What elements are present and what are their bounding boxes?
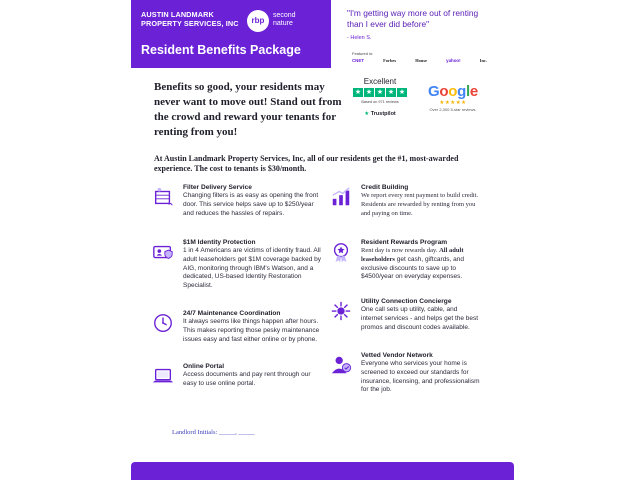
benefit-description: 1 in 4 Americans are victims of identity fraud. All adult leaseholders get $1M coverage backed by AIG, monitoring through IBM's Watson, and a dedicated, US-based Identity Restoration Specialist. (183, 247, 322, 290)
benefit-online-portal (152, 363, 324, 389)
press-logo-yahoo: yahoo! (446, 58, 461, 63)
benefit-title: Credit Building (361, 184, 409, 191)
trustpilot-wordmark: Trustpilot (370, 111, 396, 117)
experience-text: At Austin Landmark Property Services, Inc, all of our residents get the #1, most-awarded experience. The cost to tenants is $30/month. (154, 154, 459, 173)
benefit-filter-delivery (152, 184, 324, 218)
reward-badge-icon (330, 241, 352, 263)
star-icon: ★ (376, 89, 384, 96)
laptop-icon (152, 365, 174, 387)
company-name: AUSTIN LANDMARK PROPERTY SERVICES, INC (141, 10, 239, 28)
trustpilot-star-icon: ★ (364, 111, 370, 117)
rbp-logo: rbp (247, 10, 269, 32)
benefit-title: Utility Connection Concierge (361, 298, 452, 305)
filter-box-icon (152, 186, 174, 208)
testimonial-author: - Helen S. (347, 35, 372, 41)
testimonial-quote: "I'm getting way more out of renting than I ever did before" (347, 8, 479, 29)
benefit-utility-concierge (330, 298, 480, 332)
trustpilot-review-count: Based on 971 reviews (361, 100, 399, 104)
trustpilot-stars (350, 88, 410, 97)
press-logo-cnet: CNET (352, 58, 364, 63)
trustpilot-rating: Excellent (363, 77, 397, 86)
benefit-title: Resident Rewards Program (361, 239, 448, 246)
press-logos (352, 58, 487, 63)
benefit-description-part: get cash, giftcards, and exclusive discounts to save up to $4500/year on everyday expenses. (361, 255, 464, 281)
star-icon: ★ (398, 89, 406, 96)
benefit-description-emphasis: All adult leaseholders (361, 247, 464, 263)
star-icon: ★ (387, 89, 395, 96)
benefit-description: It always seems like things happen after hours. This makes reporting those pesky maintenance issues easy and fast either online or by phone. (183, 318, 320, 343)
clock-icon (152, 312, 174, 334)
benefit-rewards (330, 239, 480, 282)
benefit-title: Online Portal (183, 363, 225, 370)
google-logo: Google (428, 83, 478, 100)
header-banner (131, 0, 331, 68)
benefit-description: Access documents and pay rent through our easy to use online portal. (183, 371, 311, 387)
benefit-description: Everyone who services your home is screened to exceed our standards for insurance, licensing, and professionalism for the job. (361, 360, 480, 394)
bar-chart-icon (330, 186, 352, 208)
press-logo-house: House (415, 58, 427, 63)
press-logo-forbes: Forbes (383, 58, 397, 63)
vetted-person-icon (330, 354, 352, 376)
benefit-title: $1M Identity Protection (183, 239, 256, 246)
package-title: Resident Benefits Package (141, 43, 301, 57)
benefit-description: Changing filters is as easy as opening the front door. This service helps save up to $250/year and reduces the hassles of repairs. (183, 192, 319, 217)
google-badge (422, 84, 484, 112)
google-review-count: Over 2,300 5-star reviews. (429, 107, 477, 112)
id-card-shield-icon (152, 241, 174, 263)
intro-text: Benefits so good, your residents may never want to move out! Stand out from the crowd and reward your tenants for renting from you! (154, 81, 342, 138)
benefit-title: 24/7 Maintenance Coordination (183, 310, 281, 317)
benefit-title: Vetted Vendor Network (361, 352, 433, 359)
benefit-description: One call sets up utility, cable, and internet services - and helps get the best promos and discount codes available. (361, 306, 479, 331)
benefit-title: Filter Delivery Service (183, 184, 252, 191)
footer-bar (131, 462, 514, 480)
benefit-description: We report every rent payment to build credit. Residents are rewarded by renting from you and paying on time. (361, 192, 479, 217)
benefit-vendor-network (330, 352, 480, 395)
benefit-description (361, 247, 480, 282)
press-logo-inc: Inc. (479, 58, 487, 63)
utility-plug-icon (330, 300, 352, 322)
benefit-credit-building (330, 184, 480, 218)
star-icon: ★ (365, 89, 373, 96)
benefit-maintenance (152, 310, 324, 344)
landlord-initials: Landlord Initials: _____, _____ (172, 429, 255, 436)
star-icon: ★ (354, 89, 362, 96)
trustpilot-logo (350, 111, 410, 117)
featured-label: Featured in: (352, 51, 374, 56)
google-stars: ★★★★★ (439, 100, 467, 106)
benefit-identity-protection (152, 239, 324, 291)
trustpilot-badge (350, 77, 410, 117)
second-nature-logo: second nature (273, 12, 296, 27)
benefit-description-part: Rent day is now rewards day. (361, 247, 440, 254)
